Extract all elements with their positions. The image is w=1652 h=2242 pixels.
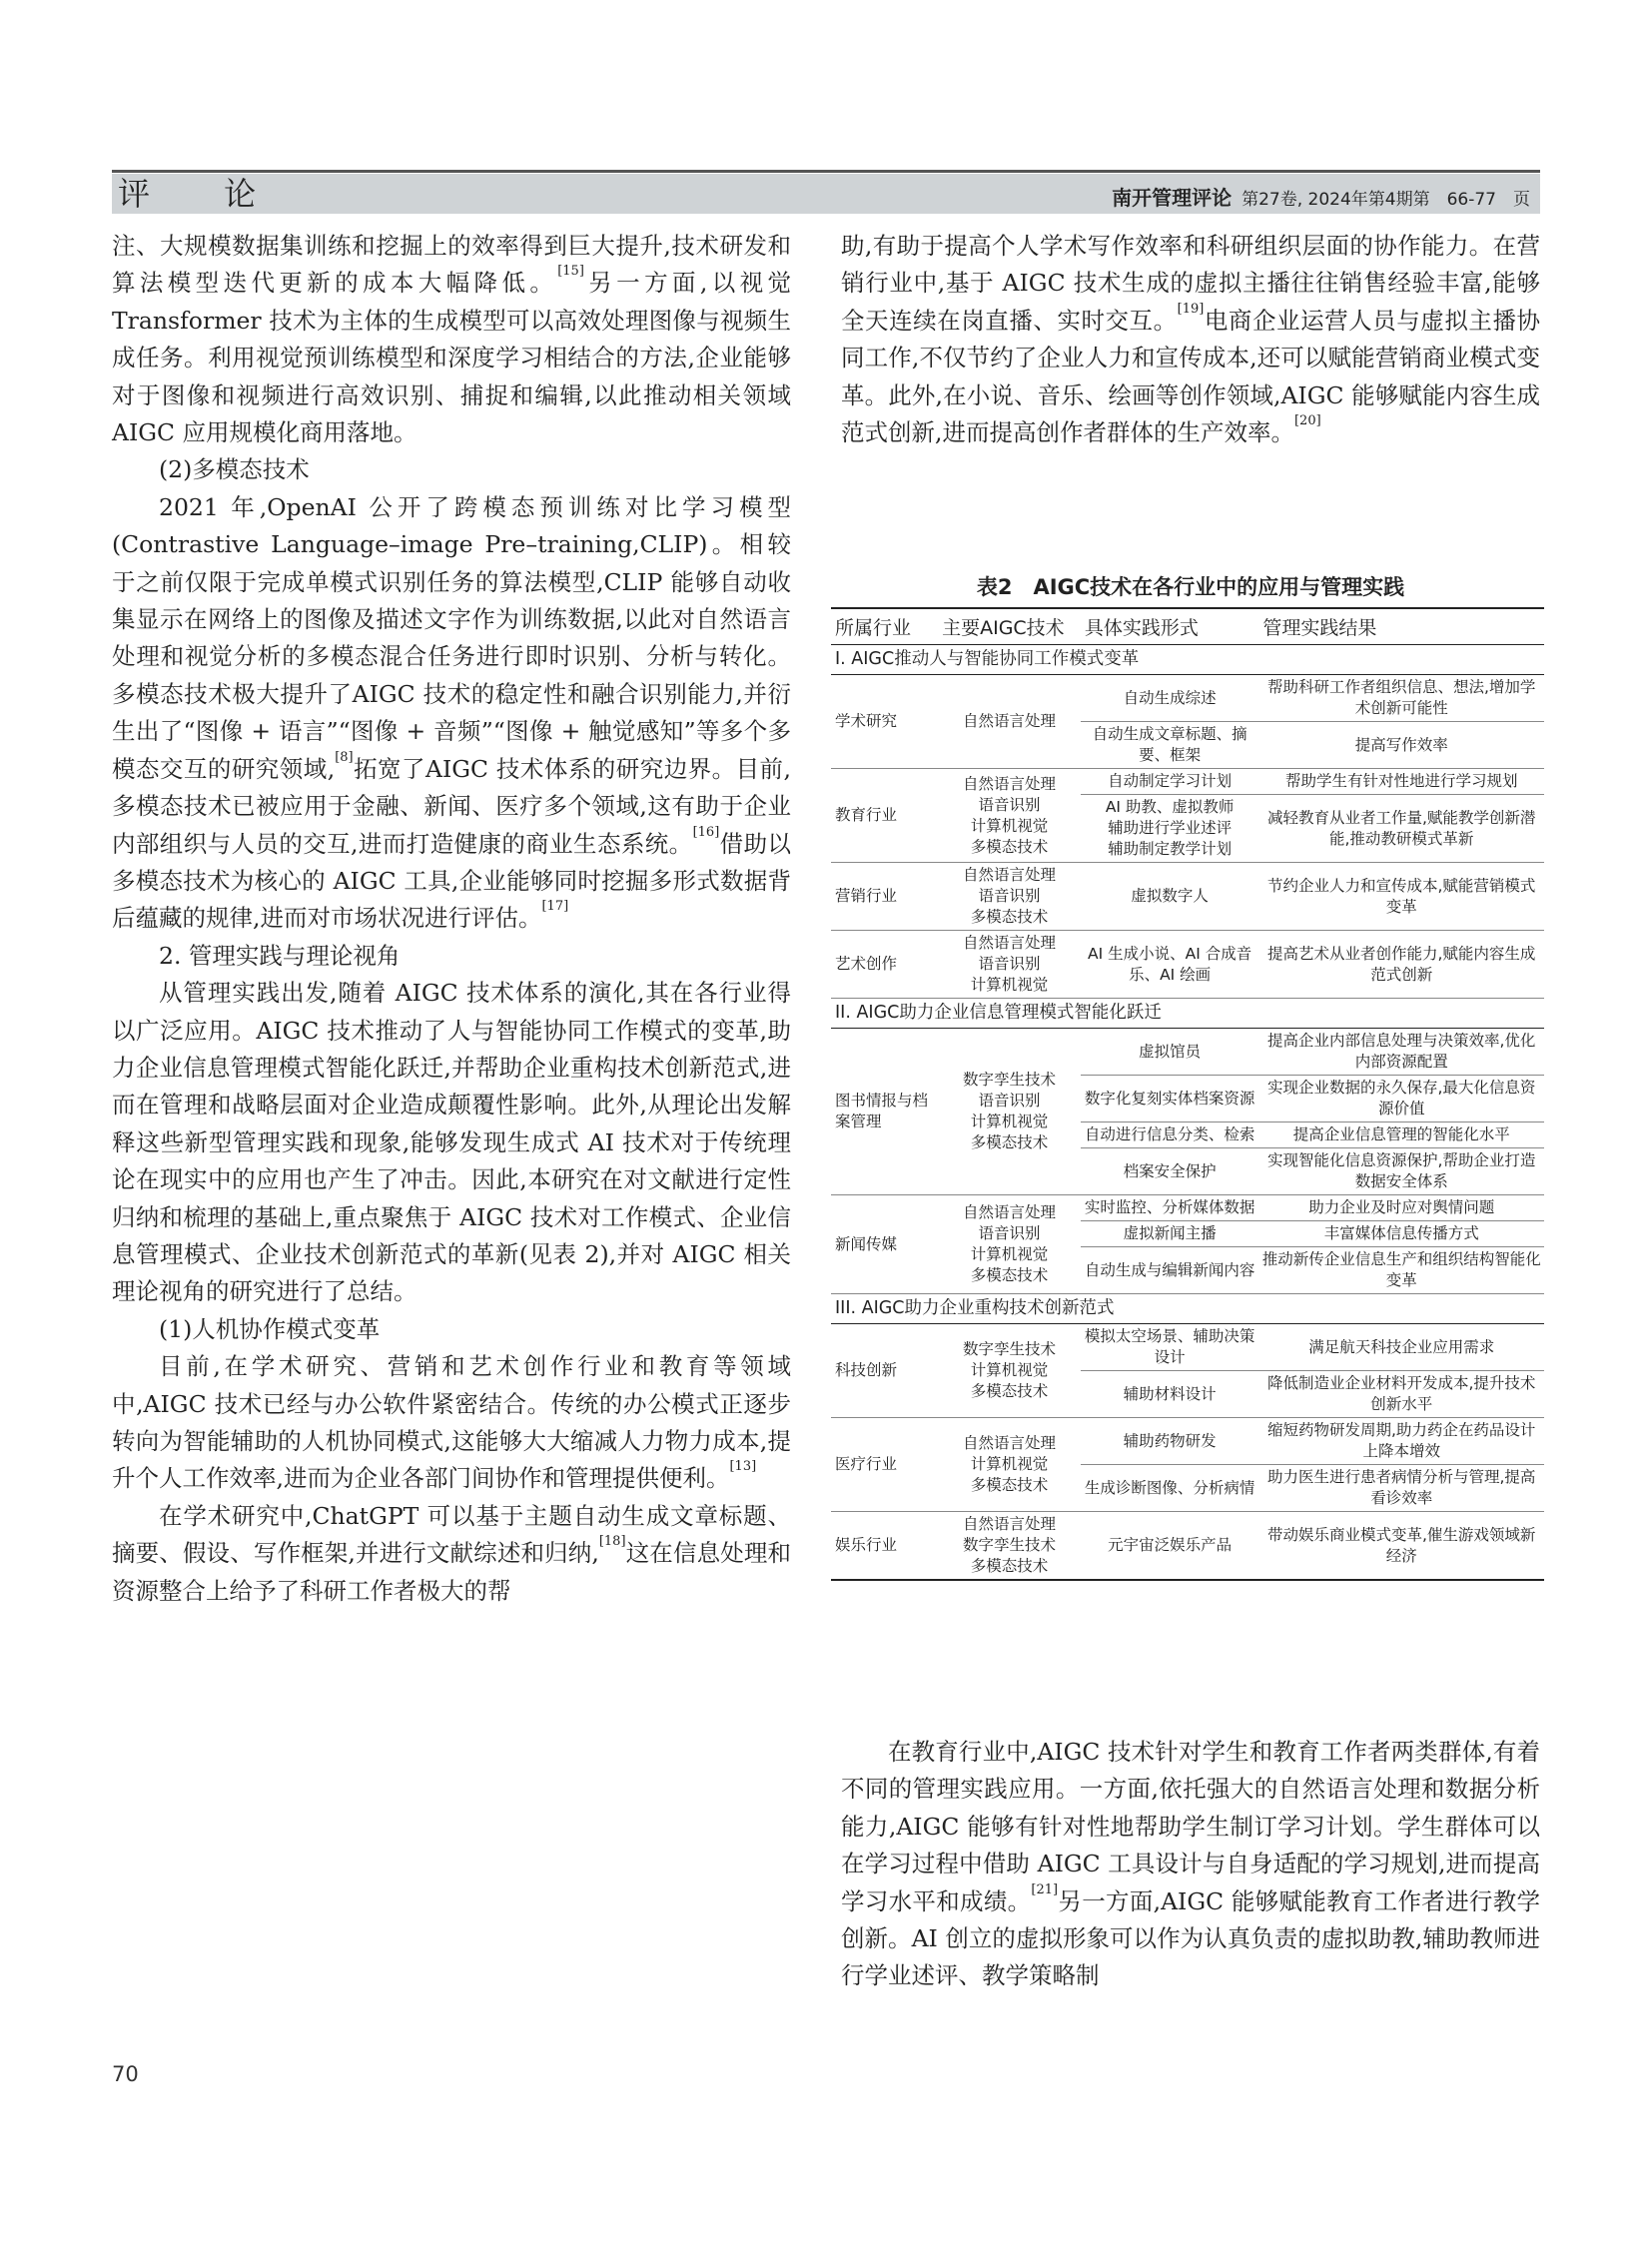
text-run: 另一方面,以视觉 Transformer 技术为主体的生成模型可以高效处理图像与视频生成任务。利用视觉预训练模型和深度学习相结合的方法,企业能够对于图像和视频进行高效识别、捕捉和编辑,以此推动相关领域 AIGC 应用规模化商用落地。 xyxy=(112,269,791,447)
table-row xyxy=(831,1512,1544,1581)
result-cell: 提高艺术从业者创作能力,赋能内容生成范式创新 xyxy=(1258,931,1544,999)
right-column-top xyxy=(841,228,1540,451)
table-title: 表2 AIGC技术在各行业中的应用与管理实践 xyxy=(976,575,1405,599)
aigc-industry-table xyxy=(831,607,1544,1581)
section-heading: (2)多模态技术 xyxy=(159,455,310,484)
practice-cell: 元宇宙泛娱乐产品 xyxy=(1081,1512,1259,1581)
practice-cell: AI 生成小说、AI 合成音乐、AI 绘画 xyxy=(1081,931,1259,999)
text-run: 从管理实践出发,随着 AIGC 技术体系的演化,其在各行业得以广泛应用。AIGC 技术推动了人与智能协同工作模式的变革,助力企业信息管理模式智能化跃迁,并帮助企业重构技术创新范式,进而在管理和战略层面对企业造成颠覆性影响。此外,从理论出发解释这些新型管理实践和现象,能够发现生成式 AI 技术对于传统理论在现实中的应用也产生了冲击。因此,本研究在对文献进行定性归纳和梳理的基础上,重点聚焦于 AIGC 技术对工作模式、企业信息管理模式、企业技术创新范式的革新(见表 2),并对 AIGC 相关理论视角的研究进行了总结。 xyxy=(112,979,791,1306)
section-heading: (1)人机协作模式变革 xyxy=(159,1314,381,1343)
industry-cell: 新闻传媒 xyxy=(831,1195,938,1294)
table-row xyxy=(831,931,1544,999)
paragraph xyxy=(112,1348,791,1498)
text-run: 目前,在学术研究、营销和艺术创作行业和教育等领域中,AIGC 技术已经与办公软件紧密结合。传统的办公模式正逐步转向为智能辅助的人机协同模式,这能够大大缩减人力物力成本,提升个人工作效率,进而为企业各部门间协作和管理提供便利。 xyxy=(112,1352,791,1493)
table-header-cell: 所属行业 xyxy=(831,608,938,645)
right-column-bottom xyxy=(841,1734,1540,1995)
table-header-cell: 具体实践形式 xyxy=(1081,608,1259,645)
text-run: 电商企业运营人员与虚拟主播协同工作,不仅节约了企业人力和宣传成本,还可以赋能营销商业模式变革。此外,在小说、音乐、绘画等创作领域,AIGC 能够赋能内容生成范式创新,进而提高创作者群体的生产效率。 xyxy=(841,306,1540,447)
paragraph xyxy=(112,975,791,1311)
table-row xyxy=(831,675,1544,722)
practice-cell: 自动生成与编辑新闻内容 xyxy=(1081,1247,1259,1294)
industry-cell: 学术研究 xyxy=(831,675,938,769)
text-run: 2021 年,OpenAI 公开了跨模态预训练对比学习模型(Contrastive Language–image Pre–training,CLIP)。相较于之前仅限于完成单模式识别任务的算法模型,CLIP 能够自动收集显示在网络上的图像及描述文字作为训练数据,以此对自然语言处理和视觉分析的多模态混合任务进行即时识别、分析与转化。多模态技术极大提升了AIGC 技术的稳定性和融合识别能力,并衍生出了“图像 + 语言”“图像 + 音频”“图像 + 触觉感知”等多个多模态交互的研究领域, xyxy=(112,492,791,783)
table-section-row xyxy=(831,999,1544,1029)
text-run: 注、大规模数据集训练和挖掘上的效率得到巨大提升,技术研发和算法模型迭代更新的成本大幅降低。 xyxy=(112,232,791,298)
practice-cell: AI 助教、虚拟教师 辅助进行学业述评 辅助制定教学计划 xyxy=(1081,795,1259,863)
result-cell: 降低制造业企业材料开发成本,提升技术创新水平 xyxy=(1258,1371,1544,1418)
table-row xyxy=(831,1324,1544,1371)
tech-cell: 自然语言处理 xyxy=(938,675,1081,769)
result-cell: 实现企业数据的永久保存,最大化信息资源价值 xyxy=(1258,1076,1544,1122)
result-cell: 节约企业人力和宣传成本,赋能营销模式变革 xyxy=(1258,863,1544,931)
table-row xyxy=(831,863,1544,931)
journal-name: 南开管理评论 xyxy=(1112,186,1233,210)
result-cell: 提高企业信息管理的智能化水平 xyxy=(1258,1122,1544,1148)
paragraph xyxy=(112,1498,791,1610)
industry-cell: 科技创新 xyxy=(831,1324,938,1418)
industry-cell: 教育行业 xyxy=(831,769,938,863)
table-section-row xyxy=(831,1294,1544,1324)
table-header-cell: 管理实践结果 xyxy=(1258,608,1544,645)
page-number: 70 xyxy=(112,2062,139,2086)
citation: [17] xyxy=(541,899,569,915)
table-section-label: II. AIGC助力企业信息管理模式智能化跃迁 xyxy=(831,999,1544,1029)
issue-info: 第27卷, 2024年第4期第 66-77 页 xyxy=(1241,190,1530,210)
practice-cell: 生成诊断图像、分析病情 xyxy=(1081,1465,1259,1512)
practice-cell: 数字化复刻实体档案资源 xyxy=(1081,1076,1259,1122)
paragraph xyxy=(112,489,791,938)
table-header-row xyxy=(831,608,1544,645)
result-cell: 提高企业内部信息处理与决策效率,优化内部资源配置 xyxy=(1258,1029,1544,1076)
table-row xyxy=(831,1418,1544,1465)
table-row xyxy=(831,1195,1544,1221)
tech-cell: 数字孪生技术 语音识别 计算机视觉 多模态技术 xyxy=(938,1029,1081,1195)
text-run: 助,有助于提高个人学术写作效率和科研组织层面的协作能力。在营销行业中,基于 AIGC 技术生成的虚拟主播往往销售经验丰富,能够全天连续在岗直播、实时交互。 xyxy=(841,232,1540,335)
citation: [19] xyxy=(1177,301,1205,317)
practice-cell: 辅助药物研发 xyxy=(1081,1418,1259,1465)
practice-cell: 辅助材料设计 xyxy=(1081,1371,1259,1418)
practice-cell: 自动制定学习计划 xyxy=(1081,769,1259,795)
header-rule xyxy=(112,170,1540,173)
practice-cell: 虚拟数字人 xyxy=(1081,863,1259,931)
text-run: 借助以多模态技术为核心的 AIGC 工具,企业能够同时挖掘多形式数据背后蕴藏的规律,进而对市场状况进行评估。 xyxy=(112,829,791,933)
citation: [8] xyxy=(335,749,354,765)
citation: [16] xyxy=(692,824,720,840)
result-cell: 缩短药物研发周期,助力药企在药品设计上降本增效 xyxy=(1258,1418,1544,1465)
left-column xyxy=(112,228,791,1610)
result-cell: 帮助学生有针对性地进行学习规划 xyxy=(1258,769,1544,795)
paragraph xyxy=(112,228,791,451)
industry-cell: 医疗行业 xyxy=(831,1418,938,1512)
tech-cell: 自然语言处理 语音识别 计算机视觉 xyxy=(938,931,1081,999)
practice-cell: 自动进行信息分类、检索 xyxy=(1081,1122,1259,1148)
practice-cell: 自动生成综述 xyxy=(1081,675,1259,722)
industry-cell: 艺术创作 xyxy=(831,931,938,999)
result-cell: 实现智能化信息资源保护,帮助企业打造数据安全体系 xyxy=(1258,1148,1544,1195)
tech-cell: 自然语言处理 数字孪生技术 多模态技术 xyxy=(938,1512,1081,1581)
result-cell: 丰富媒体信息传播方式 xyxy=(1258,1221,1544,1247)
section-heading: 2. 管理实践与理论视角 xyxy=(159,941,401,970)
practice-cell: 虚拟新闻主播 xyxy=(1081,1221,1259,1247)
practice-cell: 档案安全保护 xyxy=(1081,1148,1259,1195)
text-run: 这在信息处理和资源整合上给予了科研工作者极大的帮 xyxy=(112,1539,791,1605)
citation: [13] xyxy=(729,1459,757,1475)
practice-cell: 自动生成文章标题、摘要、框架 xyxy=(1081,722,1259,769)
citation: [15] xyxy=(557,264,584,280)
tech-cell: 自然语言处理 语音识别 计算机视觉 多模态技术 xyxy=(938,769,1081,863)
paragraph xyxy=(841,1734,1540,1995)
industry-cell: 图书情报与档案管理 xyxy=(831,1029,938,1195)
text-run: 另一方面,AIGC 能够赋能教育工作者进行教学创新。AI 创立的虚拟形象可以作为认真负责的虚拟助教,辅助教师进行学业述评、教学策略制 xyxy=(841,1886,1540,1990)
table-section-label: I. AIGC推动人与智能协同工作模式变革 xyxy=(831,645,1544,675)
tech-cell: 自然语言处理 语音识别 计算机视觉 多模态技术 xyxy=(938,1195,1081,1294)
result-cell: 帮助科研工作者组织信息、想法,增加学术创新可能性 xyxy=(1258,675,1544,722)
industry-cell: 营销行业 xyxy=(831,863,938,931)
result-cell: 满足航天科技企业应用需求 xyxy=(1258,1324,1544,1371)
result-cell: 带动娱乐商业模式变革,催生游戏领域新经济 xyxy=(1258,1512,1544,1581)
result-cell: 助力企业及时应对舆情问题 xyxy=(1258,1195,1544,1221)
table-row xyxy=(831,1029,1544,1076)
text-run: 在教育行业中,AIGC 技术针对学生和教育工作者两类群体,有着不同的管理实践应用。一方面,依托强大的自然语言处理和数据分析能力,AIGC 能够有针对性地帮助学生制订学习计划。学生群体可以在学习过程中借助 AIGC 工具设计与自身适配的学习规划,进而提高学习水平和成绩。 xyxy=(841,1738,1540,1915)
tech-cell: 自然语言处理 语音识别 多模态技术 xyxy=(938,863,1081,931)
table-row xyxy=(831,769,1544,795)
result-cell: 推动新传企业信息生产和组织结构智能化变革 xyxy=(1258,1247,1544,1294)
citation: [18] xyxy=(598,1534,626,1550)
tech-cell: 自然语言处理 计算机视觉 多模态技术 xyxy=(938,1418,1081,1512)
table-header-cell: 主要AIGC技术 xyxy=(938,608,1081,645)
paragraph xyxy=(841,228,1540,451)
result-cell: 助力医生进行患者病情分析与管理,提高看诊效率 xyxy=(1258,1465,1544,1512)
practice-cell: 虚拟馆员 xyxy=(1081,1029,1259,1076)
industry-cell: 娱乐行业 xyxy=(831,1512,938,1581)
table-section-row xyxy=(831,645,1544,675)
practice-cell: 实时监控、分析媒体数据 xyxy=(1081,1195,1259,1221)
practice-cell: 模拟太空场景、辅助决策设计 xyxy=(1081,1324,1259,1371)
citation: [21] xyxy=(1031,1881,1059,1897)
tech-cell: 数字孪生技术 计算机视觉 多模态技术 xyxy=(938,1324,1081,1418)
journal-info xyxy=(1112,182,1530,211)
result-cell: 减轻教育从业者工作量,赋能教学创新潜能,推动教研模式革新 xyxy=(1258,795,1544,863)
table-section-label: III. AIGC助力企业重构技术创新范式 xyxy=(831,1294,1544,1324)
result-cell: 提高写作效率 xyxy=(1258,722,1544,769)
section-label: 评 论 xyxy=(118,175,289,213)
citation: [20] xyxy=(1293,413,1321,429)
text-run: 在学术研究中,ChatGPT 可以基于主题自动生成文章标题、摘要、假设、写作框架,并进行文献综述和归纳, xyxy=(112,1501,791,1568)
text-run: 拓宽了AIGC 技术体系的研究边界。目前,多模态技术已被应用于金融、新闻、医疗多个领域,这有助于企业内部组织与人员的交互,进而打造健康的商业生态系统。 xyxy=(112,754,791,858)
